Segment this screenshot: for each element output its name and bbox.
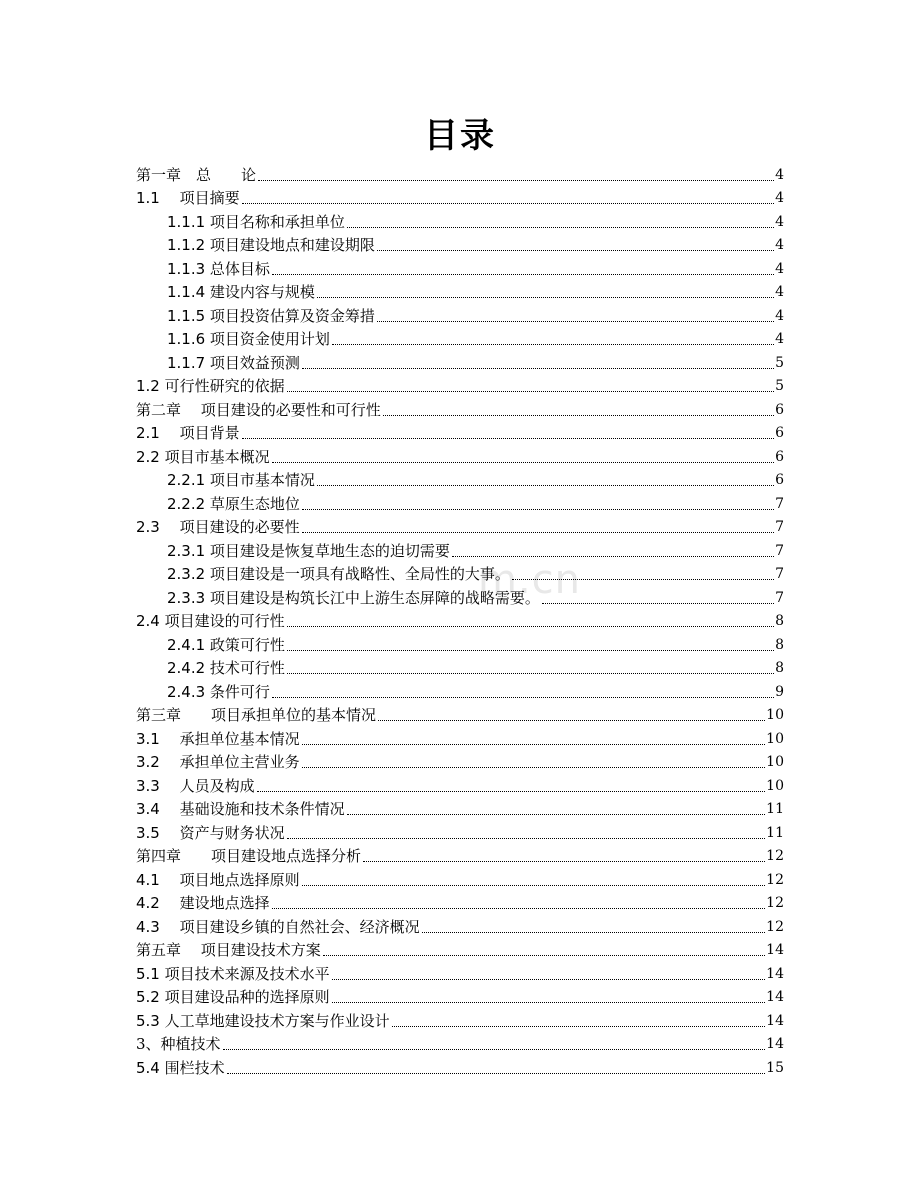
toc-entry[interactable] <box>136 184 784 208</box>
toc-dot-leader <box>317 296 774 298</box>
toc-entry-label: 第三章 项目承担单位的基本情况 <box>136 706 377 724</box>
toc-dot-leader <box>392 1025 766 1027</box>
toc-entry[interactable] <box>167 325 784 349</box>
toc-entry-label: 1.1.3 总体目标 <box>167 259 270 278</box>
toc-entry-label: 1.1.6 项目资金使用计划 <box>167 330 330 348</box>
toc-entry-label: 1.1.7 项目效益预测 <box>167 353 300 372</box>
toc-entry-label: 1.1.5 项目投资估算及资金筹措 <box>167 306 375 325</box>
toc-entry-label: 2.2.2 草原生态地位 <box>167 494 300 513</box>
toc-entry-label: 3.1 承担单位基本情况 <box>136 729 300 748</box>
toc-dot-leader <box>242 202 774 204</box>
toc-dot-leader <box>302 743 766 745</box>
toc-dot-leader <box>287 837 766 839</box>
toc-entry-page-number: 8 <box>775 660 784 676</box>
toc-entry-label: 2.3.1 项目建设是恢复草地生态的迫切需要 <box>167 541 450 560</box>
toc-entry-page-number: 10 <box>766 707 784 723</box>
toc-entry-page-number: 7 <box>775 495 784 512</box>
toc-entry-label: 第四章 项目建设地点选择分析 <box>136 847 362 865</box>
toc-entry-label: 1.1.4 建设内容与规模 <box>167 283 315 301</box>
toc-entry[interactable] <box>136 442 784 466</box>
toc-entry-label: 2.4.1 政策可行性 <box>167 635 285 654</box>
toc-entry[interactable] <box>167 348 784 372</box>
toc-entry-page-number: 4 <box>775 237 784 253</box>
toc-entry[interactable] <box>136 889 784 913</box>
toc-entry-label: 3.4 基础设施和技术条件情况 <box>136 800 345 818</box>
toc-entry-page-number: 12 <box>766 848 784 864</box>
toc-entry[interactable] <box>136 372 784 396</box>
toc-entry-page-number: 14 <box>766 1036 784 1052</box>
toc-entry-page-number: 6 <box>775 425 784 441</box>
toc-entry[interactable] <box>167 583 784 607</box>
toc-entry-label: 2.3.2 项目建设是一项具有战略性、全局性的大事。 <box>167 565 510 583</box>
toc-dot-leader <box>542 602 774 604</box>
toc-entry-page-number: 6 <box>775 472 784 488</box>
toc-entry-label: 4.2 建设地点选择 <box>136 894 270 912</box>
toc-dot-leader <box>302 884 766 886</box>
toc-entry-page-number: 4 <box>775 284 784 300</box>
toc-dot-leader <box>242 437 774 439</box>
toc-entry-label: 5.1 项目技术来源及技术水平 <box>136 964 330 983</box>
toc-dot-leader <box>302 508 774 510</box>
toc-entry[interactable] <box>167 654 784 678</box>
toc-entry-page-number: 7 <box>775 566 784 582</box>
toc-entry-page-number: 4 <box>775 307 784 324</box>
toc-entry-page-number: 11 <box>766 824 784 841</box>
toc-entry[interactable] <box>136 818 784 842</box>
toc-entry[interactable] <box>136 513 784 537</box>
toc-entry[interactable] <box>167 254 784 278</box>
toc-entry[interactable] <box>136 607 784 631</box>
toc-dot-leader <box>302 367 774 369</box>
toc-entry-label: 4.1 项目地点选择原则 <box>136 870 300 889</box>
toc-entry[interactable] <box>136 748 784 772</box>
toc-entry-label: 1.1 项目摘要 <box>136 189 240 207</box>
toc-entry-label: 1.2 可行性研究的依据 <box>136 377 285 395</box>
toc-entry-label: 5.2 项目建设品种的选择原则 <box>136 988 330 1006</box>
toc-entry-label: 5.3 人工草地建设技术方案与作业设计 <box>136 1011 390 1030</box>
toc-dot-leader <box>287 390 774 392</box>
toc-dot-leader <box>272 273 774 275</box>
toc-dot-leader <box>257 790 766 792</box>
toc-entry-page-number: 9 <box>775 683 784 700</box>
toc-dot-leader <box>272 907 766 909</box>
toc-entry-label: 3.5 资产与财务状况 <box>136 823 285 842</box>
toc-dot-leader <box>272 696 774 698</box>
toc-entry-label: 3、种植技术 <box>136 1035 221 1053</box>
toc-entry-label: 3.2 承担单位主营业务 <box>136 753 300 771</box>
toc-entry[interactable] <box>167 489 784 513</box>
toc-entry-label: 2.2.1 项目市基本情况 <box>167 471 315 489</box>
toc-dot-leader <box>377 320 774 322</box>
toc-entry-page-number: 10 <box>766 777 784 794</box>
toc-entry-page-number: 14 <box>766 1012 784 1029</box>
toc-dot-leader <box>258 179 774 181</box>
toc-entry-page-number: 14 <box>766 942 784 958</box>
toc-entry-page-number: 8 <box>775 613 784 629</box>
toc-entry-label: 2.4.3 条件可行 <box>167 682 270 701</box>
toc-dot-leader <box>347 226 774 228</box>
toc-entry-page-number: 15 <box>766 1059 784 1076</box>
toc-entry-label: 1.1.1 项目名称和承担单位 <box>167 212 345 231</box>
watermark: m.cn <box>478 557 582 603</box>
toc-dot-leader <box>452 555 774 557</box>
toc-entry-label: 5.4 围栏技术 <box>136 1058 225 1077</box>
toc-entry-page-number: 14 <box>766 965 784 982</box>
toc-entry-page-number: 7 <box>775 542 784 559</box>
toc-entry-page-number: 8 <box>775 636 784 653</box>
toc-entry-label: 4.3 项目建设乡镇的自然社会、经济概况 <box>136 917 420 936</box>
toc-entry[interactable] <box>136 865 784 889</box>
toc-entry[interactable] <box>167 560 784 584</box>
toc-entry-label: 2.3.3 项目建设是构筑长江中上游生态屏障的战略需要。 <box>167 588 540 607</box>
toc-entry[interactable] <box>136 419 784 443</box>
toc-entry-label: 第一章 总 论 <box>136 165 257 184</box>
toc-dot-leader <box>287 625 774 627</box>
toc-entry-page-number: 4 <box>775 331 784 347</box>
toc-entry[interactable] <box>167 630 784 654</box>
toc-entry[interactable] <box>136 795 784 819</box>
toc-entry-label: 2.1 项目背景 <box>136 424 240 442</box>
toc-entry-page-number: 4 <box>775 166 784 183</box>
toc-entry-label: 1.1.2 项目建设地点和建设期限 <box>167 236 375 254</box>
toc-dot-leader <box>227 1072 766 1074</box>
toc-entry-label: 2.4 项目建设的可行性 <box>136 612 285 630</box>
toc-entry-page-number: 6 <box>775 448 784 465</box>
toc-entry-page-number: 4 <box>775 260 784 277</box>
toc-entry[interactable] <box>167 301 784 325</box>
toc-dot-leader <box>272 461 774 463</box>
toc-entry-label: 2.3 项目建设的必要性 <box>136 518 300 536</box>
page-title: 目录 <box>424 116 496 156</box>
toc-entry[interactable] <box>136 701 784 725</box>
toc-entry[interactable] <box>136 1030 784 1054</box>
toc-entry[interactable] <box>167 231 784 255</box>
toc-dot-leader <box>223 1048 766 1050</box>
toc-entry-page-number: 11 <box>766 801 784 817</box>
toc-dot-leader <box>287 649 774 651</box>
toc-entry[interactable] <box>136 1006 784 1030</box>
toc-entry-page-number: 6 <box>775 401 784 418</box>
toc-dot-leader <box>302 766 766 768</box>
toc-entry[interactable] <box>167 466 784 490</box>
toc-entry[interactable] <box>136 1053 784 1077</box>
toc-entry[interactable] <box>136 936 784 960</box>
toc-entry-page-number: 12 <box>766 871 784 888</box>
toc-dot-leader <box>512 578 774 580</box>
toc-entry[interactable] <box>136 842 784 866</box>
toc-dot-leader <box>363 860 765 862</box>
toc-entry-page-number: 4 <box>775 190 784 206</box>
toc-entry[interactable] <box>167 207 784 231</box>
toc-dot-leader <box>323 954 765 956</box>
toc-dot-leader <box>347 813 766 815</box>
toc-entry[interactable] <box>136 724 784 748</box>
toc-dot-leader <box>317 484 774 486</box>
toc-entry-page-number: 12 <box>766 918 784 935</box>
toc-entry[interactable] <box>136 983 784 1007</box>
toc-entry[interactable] <box>167 536 784 560</box>
toc-entry-page-number: 10 <box>766 730 784 747</box>
toc-entry-page-number: 12 <box>766 895 784 911</box>
toc-entry[interactable] <box>167 677 784 701</box>
toc-entry[interactable] <box>167 278 784 302</box>
toc-dot-leader <box>378 719 765 721</box>
toc-entry-label: 第二章 项目建设的必要性和可行性 <box>136 400 381 419</box>
toc-dot-leader <box>287 672 774 674</box>
toc-dot-leader <box>332 1001 766 1003</box>
toc-dot-leader <box>422 931 766 933</box>
toc-entry-page-number: 7 <box>775 589 784 606</box>
toc-entry-page-number: 14 <box>766 989 784 1005</box>
toc-dot-leader <box>332 978 766 980</box>
toc-dot-leader <box>377 249 774 251</box>
toc-entry[interactable] <box>136 395 784 419</box>
toc-dot-leader <box>383 414 774 416</box>
toc-entry[interactable] <box>136 912 784 936</box>
toc-entry[interactable] <box>136 160 784 184</box>
toc-dot-leader <box>302 531 774 533</box>
toc-dot-leader <box>332 343 774 345</box>
toc-entry-page-number: 10 <box>766 754 784 770</box>
toc-entry-label: 2.2 项目市基本概况 <box>136 447 270 466</box>
toc-entry[interactable] <box>136 959 784 983</box>
toc-entry-page-number: 7 <box>775 519 784 535</box>
toc-entry-page-number: 5 <box>775 378 784 394</box>
toc-entry-label: 3.3 人员及构成 <box>136 776 255 795</box>
toc-entry-label: 2.4.2 技术可行性 <box>167 659 285 677</box>
toc-entry-label: 第五章 项目建设技术方案 <box>136 941 321 959</box>
toc-entry[interactable] <box>136 771 784 795</box>
toc-entry-page-number: 5 <box>775 354 784 371</box>
toc-entry-page-number: 4 <box>775 213 784 230</box>
